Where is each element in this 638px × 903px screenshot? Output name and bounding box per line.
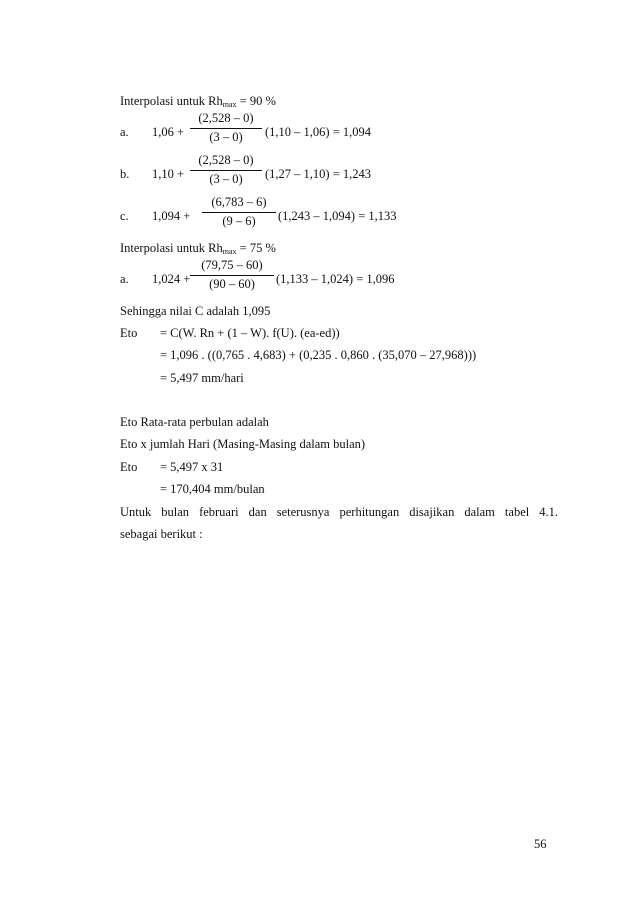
monthly-result: = 170,404 mm/bulan: [160, 482, 265, 496]
formula-label: c.: [120, 209, 129, 223]
formula-tail: (1,133 – 1,024) = 1,096: [276, 272, 395, 286]
formula-lead: 1,024 +: [152, 272, 191, 286]
formula-tail: (1,243 – 1,094) = 1,133: [278, 209, 397, 223]
heading-value: = 90 %: [236, 94, 276, 108]
closing-paragraph: [120, 504, 558, 520]
heading-subscript: max: [222, 100, 237, 109]
eto-substitution: = 1,096 . ((0,765 . 4,683) + (0,235 . 0,860 . (35,070 – 27,968))): [160, 348, 477, 362]
formula-lead: 1,10 +: [152, 167, 185, 181]
formula-b-90: [120, 152, 540, 196]
formula-fraction: [190, 152, 262, 189]
fraction-numerator: (6,783 – 6): [211, 195, 267, 209]
monthly-eto-row: [120, 459, 223, 475]
formula-a-75: [120, 257, 540, 301]
fraction-numerator: (2,528 – 0): [198, 153, 254, 167]
fraction-denominator: (3 – 0): [209, 172, 243, 186]
fraction-denominator: (90 – 60): [209, 277, 255, 291]
formula-fraction: [202, 194, 276, 231]
heading-text: Interpolasi untuk Rh: [120, 94, 223, 108]
formula-fraction: [190, 257, 274, 294]
eto-key: Eto: [120, 326, 138, 340]
heading-text: Interpolasi untuk Rh: [120, 241, 223, 255]
conclusion-text: Sehingga nilai C adalah 1,095: [120, 304, 271, 318]
fraction-denominator: (3 – 0): [209, 130, 243, 144]
formula-label: a.: [120, 272, 129, 286]
formula-tail: (1,10 – 1,06) = 1,094: [265, 125, 371, 139]
heading-value: = 75 %: [236, 241, 276, 255]
formula-label: b.: [120, 167, 130, 181]
fraction-denominator: (9 – 6): [222, 214, 256, 228]
formula-fraction: [190, 110, 262, 147]
eto-formula-row: [120, 325, 340, 341]
closing-line-1: Untuk bulan februari dan seterusnya perhitungan disajikan dalam tabel 4.1.: [120, 505, 558, 519]
eto-formula: = C(W. Rn + (1 – W). f(U). (ea-ed)): [160, 326, 340, 340]
formula-tail: (1,27 – 1,10) = 1,243: [265, 167, 371, 181]
eto-key: Eto: [120, 460, 138, 474]
formula-lead: 1,094 +: [152, 209, 191, 223]
fraction-numerator: (2,528 – 0): [198, 111, 254, 125]
eto-result: = 5,497 mm/hari: [160, 371, 244, 385]
formula-a-90: [120, 110, 540, 154]
fraction-numerator: (79,75 – 60): [201, 258, 263, 272]
monthly-method: Eto x jumlah Hari (Masing-Masing dalam bulan): [120, 437, 366, 451]
monthly-calc: = 5,497 x 31: [160, 460, 224, 474]
formula-c-90: [120, 194, 540, 238]
heading-subscript: max: [222, 247, 237, 256]
formula-label: a.: [120, 125, 129, 139]
closing-line-2: sebagai berikut :: [120, 527, 203, 541]
monthly-intro: Eto Rata-rata perbulan adalah: [120, 415, 269, 429]
page-number: 56: [534, 837, 547, 851]
formula-lead: 1,06 +: [152, 125, 185, 139]
